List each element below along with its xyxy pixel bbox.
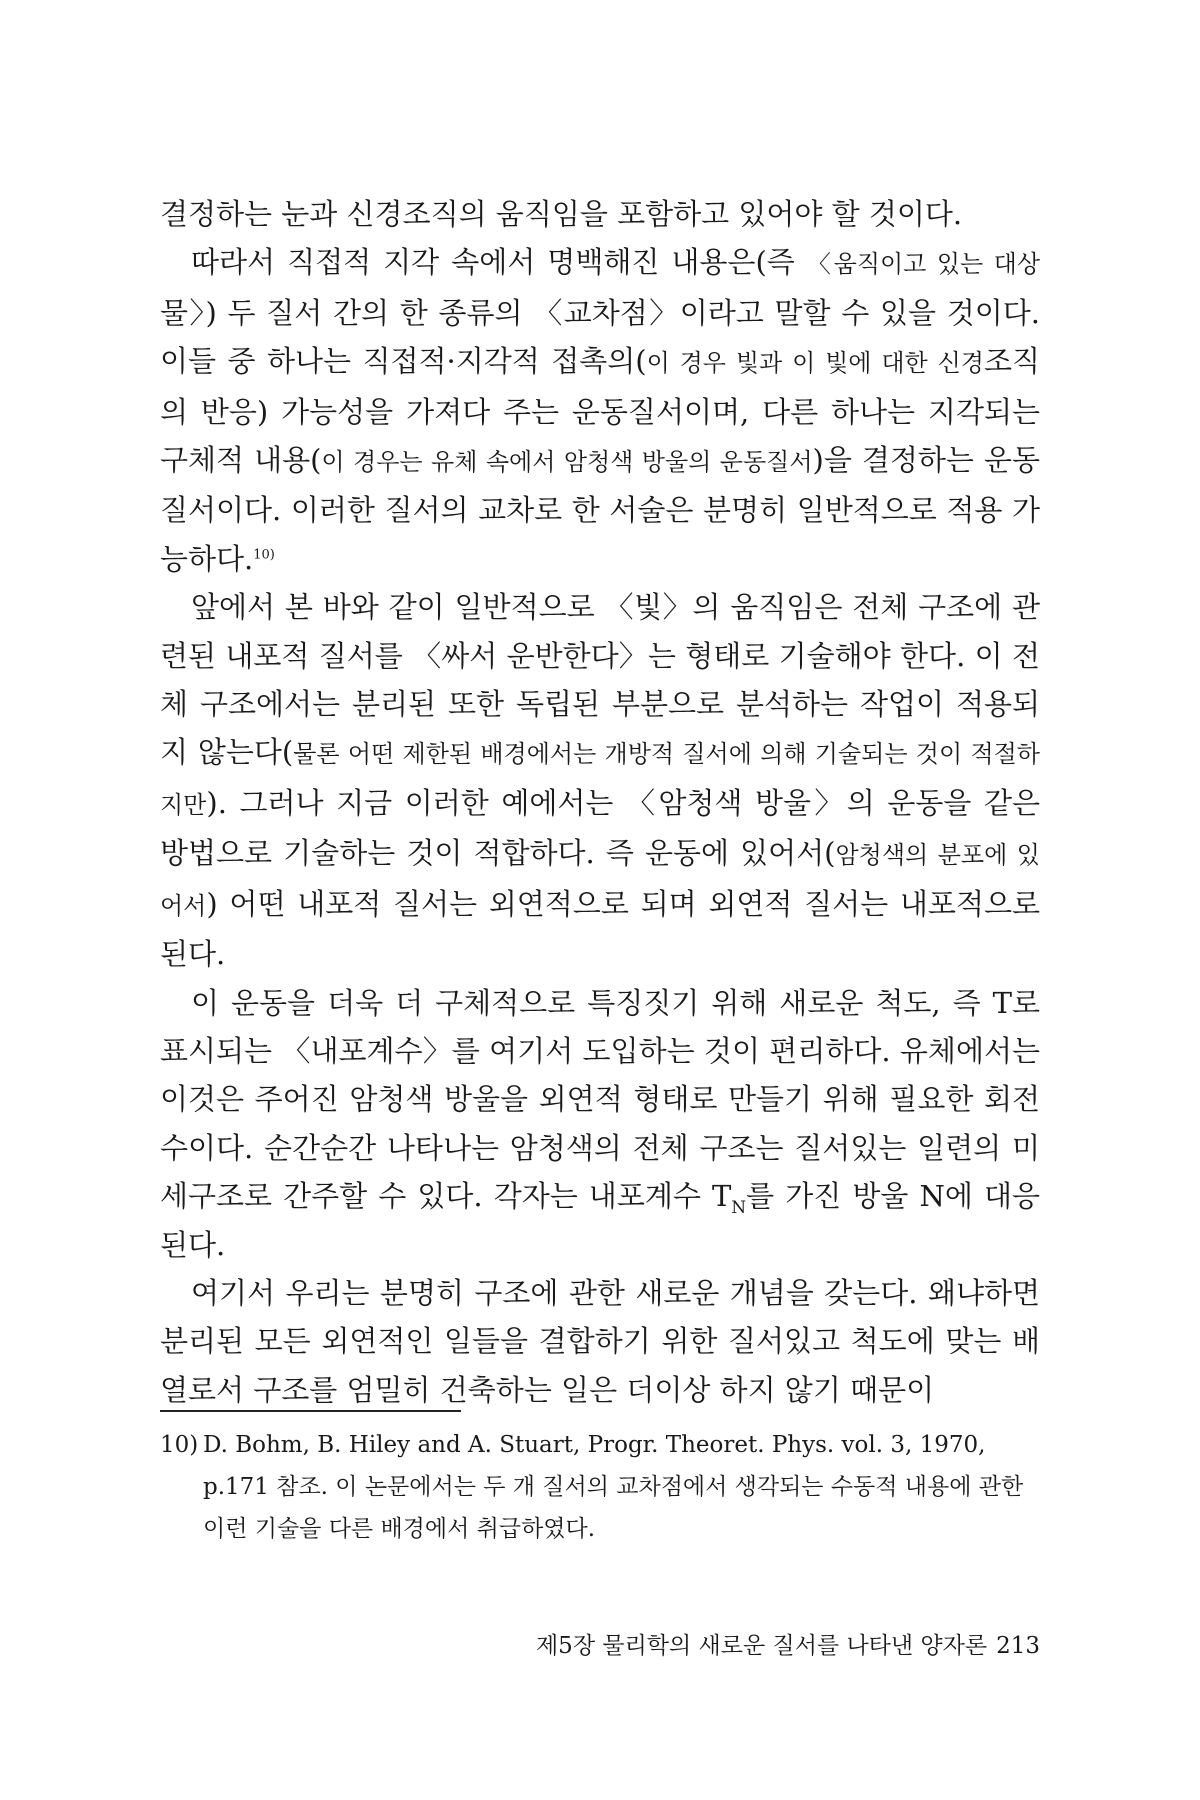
footnote-number: 10) bbox=[160, 1432, 199, 1458]
footnote-10 bbox=[160, 1424, 1050, 1550]
footnote-divider bbox=[160, 1410, 461, 1412]
footnote-reference: 10) bbox=[253, 547, 275, 563]
paragraph-2-small-c: 이 경우는 유체 속에서 암청색 방울의 운동질서 bbox=[321, 448, 813, 477]
paragraph-3-part-a: 앞에서 본 바와 같이 일반적으로 〈빛〉의 움직임은 전체 구조에 관련된 내포적 질서를 〈싸서 운반한다〉는 형태로 기술해야 한다. 이 전체 구조에서는 분리된 또한 독립된 부분으로 분석하는 작업이 적용되지 않는다( bbox=[160, 590, 1040, 770]
footnote-text: D. Bohm, B. Hiley and A. Stuart, Progr. Theoret. Phys. vol. 3, 1970, p.171 참조. 이 논문에서는 두 개 질서의 교차점에서 생각되는 수동적 내용에 관한 이런 기술을 다른 배경에서 취급하였다. bbox=[203, 1432, 1024, 1542]
paragraph-3-small-b: 암청색의 분포에 있어서 bbox=[160, 841, 1040, 920]
paragraph-3 bbox=[160, 583, 1040, 978]
paragraph-2-small-b: 이 경우 빛과 이 빛에 대한 신경 bbox=[646, 349, 984, 378]
paragraph-5: 여기서 우리는 분명히 구조에 관한 새로운 개념을 갖는다. 왜냐하면 분리된 모든 외연적인 일들을 결합하기 위한 질서있고 척도에 맞는 배열로서 구조를 엄밀히 건축하는 일은 더이상 하지 않기 때문이 bbox=[160, 1275, 1040, 1407]
running-title: 제5장 물리학의 새로운 질서를 나타낸 양자론 bbox=[535, 1633, 988, 1659]
paragraph-2-small-a: 〈움직이고 있는 대상 bbox=[806, 250, 1041, 279]
paragraph-2-part-b: 물〉) 두 질서 간의 한 종류의 〈교차점〉이라고 말할 수 있을 것이다. 이들 중 하나는 직접적·지각적 접촉의( bbox=[160, 295, 1040, 379]
paragraph-1: 결정하는 눈과 신경조직의 움직임을 포함하고 있어야 할 것이다. bbox=[160, 197, 963, 231]
paragraph-2-part-c: 조직의 반응) 가능성을 가져다 주는 운동질서이며, 다른 하나는 지각되는 구체적 내용( bbox=[160, 344, 1040, 478]
paragraph-2-part-a: 따라서 직접적 지각 속에서 명백해진 내용은(즉 bbox=[191, 245, 807, 280]
paragraph-3-small-a: 물론 어떤 제한된 배경에서는 개방적 질서에 의해 기술되는 것이 적절하지만 bbox=[160, 740, 1040, 819]
body-text bbox=[160, 190, 1040, 1414]
paragraph-2 bbox=[160, 238, 1040, 583]
footnotes bbox=[160, 1424, 1050, 1550]
subscript-n: N bbox=[731, 1197, 747, 1218]
paragraph-4 bbox=[160, 979, 1040, 1269]
paragraph-3-part-b: ). 그러나 지금 이러한 예에서는 〈암청색 방울〉의 운동을 같은 방법으로 기술하는 것이 적합하다. 즉 운동에 있어서( bbox=[160, 785, 1040, 871]
running-footer bbox=[460, 1627, 1040, 1660]
paragraph-3-part-c: ) 어떤 내포적 질서는 외연적으로 되며 외연적 질서는 내포적으로 된다. bbox=[160, 886, 1040, 972]
paragraph-4-part-a: 이 운동을 더욱 더 구체적으로 특징짓기 위해 새로운 척도, 즉 T로 표시되는 〈내포계수〉를 여기서 도입하는 것이 편리하다. 유체에서는 이것은 주어진 암청색 방울을 외연적 형태로 만들기 위해 필요한 회전수이다. 순간순간 나타나는 암청색의 전체 구조는 질서있는 일련의 미세구조로 간주할 수 있다. 각자는 내포계수 T bbox=[160, 985, 1040, 1214]
paragraph-2-part-d: )을 결정하는 운동질서이다. 이러한 질서의 교차로 한 서술은 분명히 일반적으로 적용 가능하다. bbox=[160, 443, 1040, 576]
paragraph-4-part-b: 를 가진 방울 N에 대응된다. bbox=[160, 1179, 1040, 1262]
page-number: 213 bbox=[996, 1633, 1040, 1659]
